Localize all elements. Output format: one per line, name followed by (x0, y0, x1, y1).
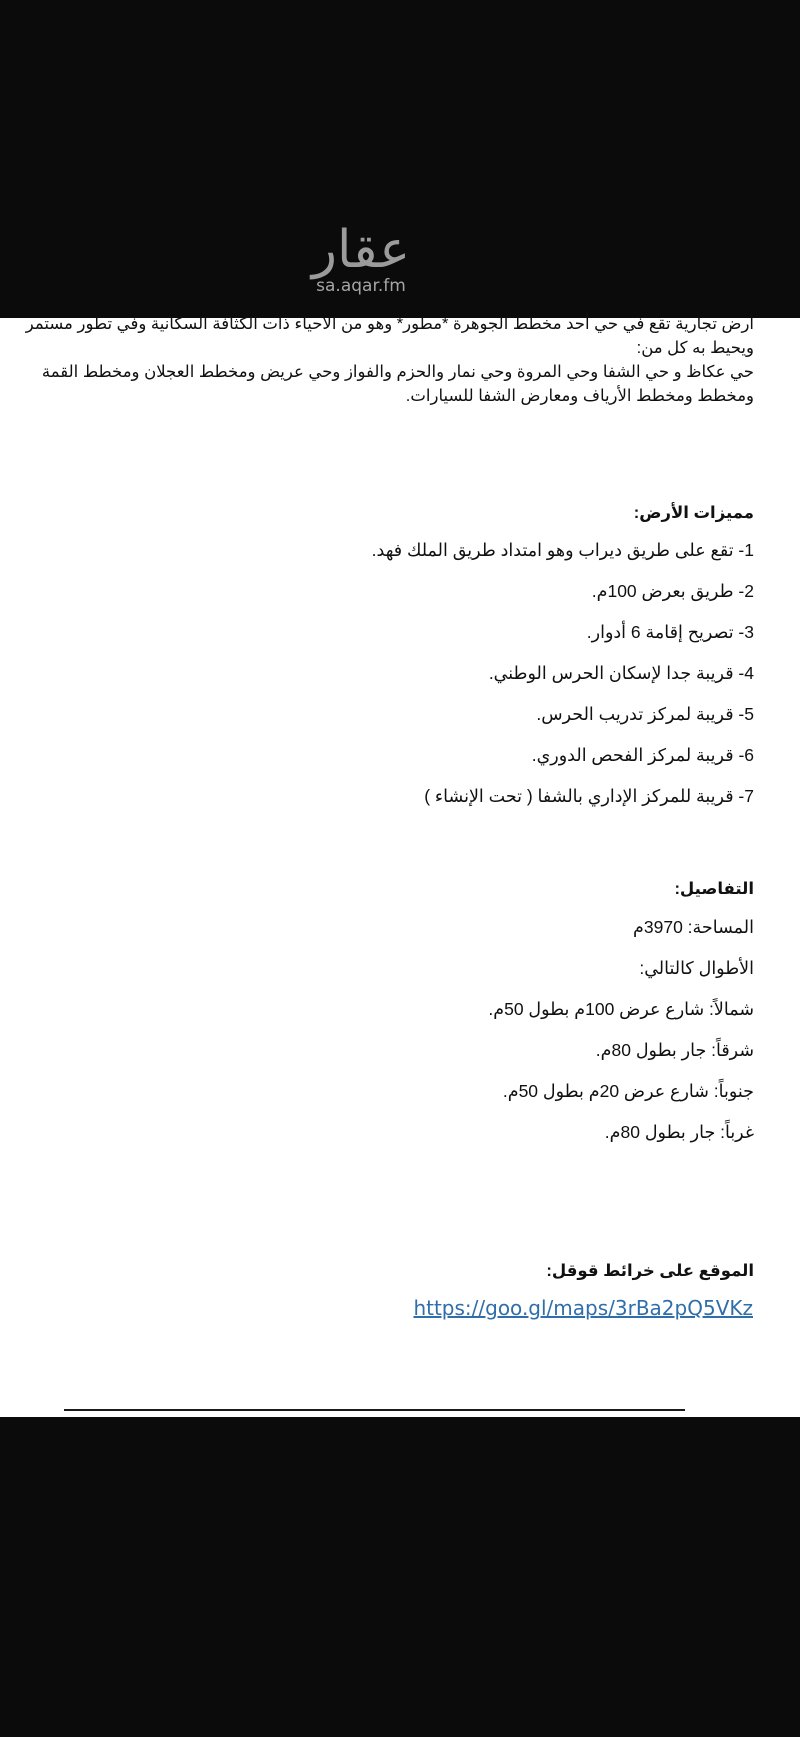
feature-item-2: 2- طريق بعرض 100م. (591, 581, 754, 601)
google-maps-link[interactable]: https://goo.gl/maps/3rBa2pQ5VKz (413, 1296, 753, 1320)
document-page (0, 315, 800, 1417)
top-black-area (0, 0, 800, 318)
feature-item-6: 6- قريبة لمركز الفحص الدوري. (531, 745, 754, 765)
details-area: المساحة: 3970م (633, 917, 754, 937)
aqar-url-text: sa.aqar.fm (316, 276, 406, 296)
feature-item-1: 1- تقع على طريق ديراب وهو امتداد طريق الملك فهد. (371, 540, 754, 560)
intro-paragraph-1: أرض تجارية تقع في حي أحد مخطط الجوهرة *مطور* وهو من الاحياء ذات الكثافة السكانية وفي تطور مستمر ويحيط به كل من: (25, 315, 754, 357)
aqar-watermark (296, 222, 426, 296)
details-heading: التفاصيل: (674, 880, 754, 898)
feature-item-7: 7- قريبة للمركز الإداري بالشفا ( تحت الإنشاء ) (424, 786, 754, 806)
feature-item-5: 5- قريبة لمركز تدريب الحرس. (536, 704, 754, 724)
details-north: شمالاً: شارع عرض 100م بطول 50م. (488, 999, 754, 1019)
aqar-logo-text: عقار (311, 220, 411, 280)
bottom-black-area (0, 1417, 800, 1737)
feature-item-4: 4- قريبة جدا لإسكان الحرس الوطني. (488, 663, 754, 683)
horizontal-rule (64, 1409, 685, 1411)
details-west: غرباً: جار بطول 80م. (604, 1122, 754, 1142)
details-east: شرقاً: جار بطول 80م. (595, 1040, 754, 1060)
intro-paragraph-2: حي عكاظ و حي الشفا وحي المروة وحي نمار والحزم والفواز وحي عريض ومخطط العجلان ومخطط القمة ومخطط ومخطط الأرياف ومعارض الشفا للسيارات. (41, 363, 754, 405)
details-lengths-label: الأطوال كالتالي: (639, 958, 754, 978)
location-heading: الموقع على خرائط قوقل: (546, 1262, 754, 1280)
intro-section-2 (14, 360, 754, 408)
feature-item-3: 3- تصريح إقامة 6 أدوار. (586, 622, 754, 642)
details-south: جنوباً: شارع عرض 20م بطول 50م. (502, 1081, 754, 1101)
features-heading: مميزات الأرض: (633, 504, 754, 522)
intro-section (14, 312, 754, 360)
